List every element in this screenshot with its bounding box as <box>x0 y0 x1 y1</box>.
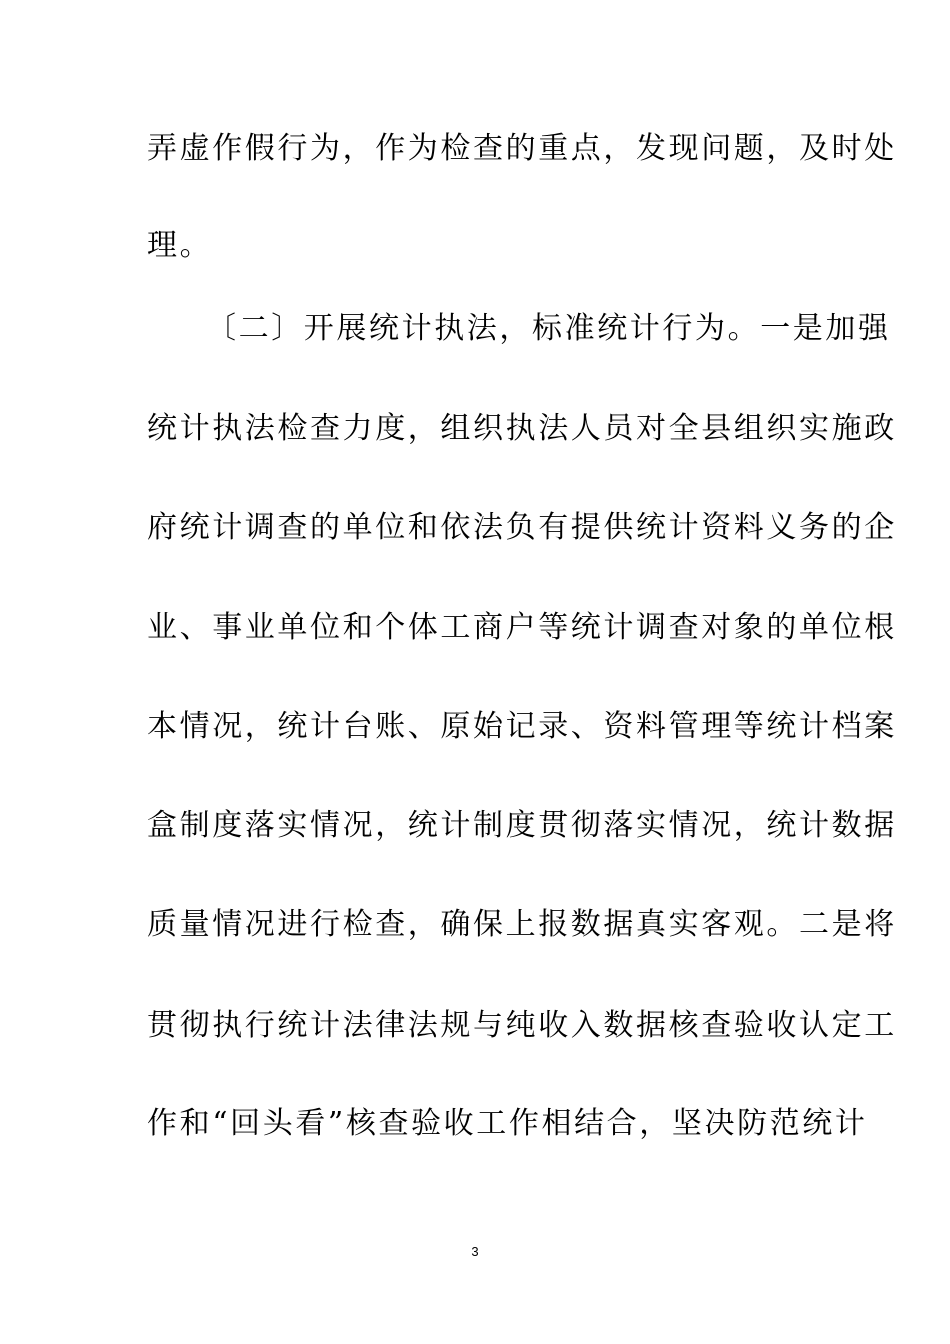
text-line: 弄虚作假行为，作为检查的重点，发现问题，及时处 <box>147 131 897 166</box>
text-line: 作和“回头看”核查验收工作相结合，坚决防范统计 <box>147 1106 868 1141</box>
text-line: 统计执法检查力度，组织执法人员对全县组织实施政 <box>147 411 897 446</box>
text-line: 贯彻执行统计法律法规与纯收入数据核查验收认定工 <box>147 1008 897 1043</box>
text-line: 理。 <box>147 228 213 263</box>
text-line: 〔二〕开展统计执法，标准统计行为。一是加强 <box>206 311 891 346</box>
text-line: 盒制度落实情况，统计制度贯彻落实情况，统计数据 <box>147 808 897 843</box>
page-number: 3 <box>471 1244 479 1259</box>
text-line: 本情况，统计台账、原始记录、资料管理等统计档案 <box>147 709 897 744</box>
text-line: 业、事业单位和个体工商户等统计调查对象的单位根 <box>147 610 897 645</box>
text-line: 质量情况进行检查，确保上报数据真实客观。二是将 <box>147 907 897 942</box>
text-line: 府统计调查的单位和依法负有提供统计资料义务的企 <box>147 510 897 545</box>
